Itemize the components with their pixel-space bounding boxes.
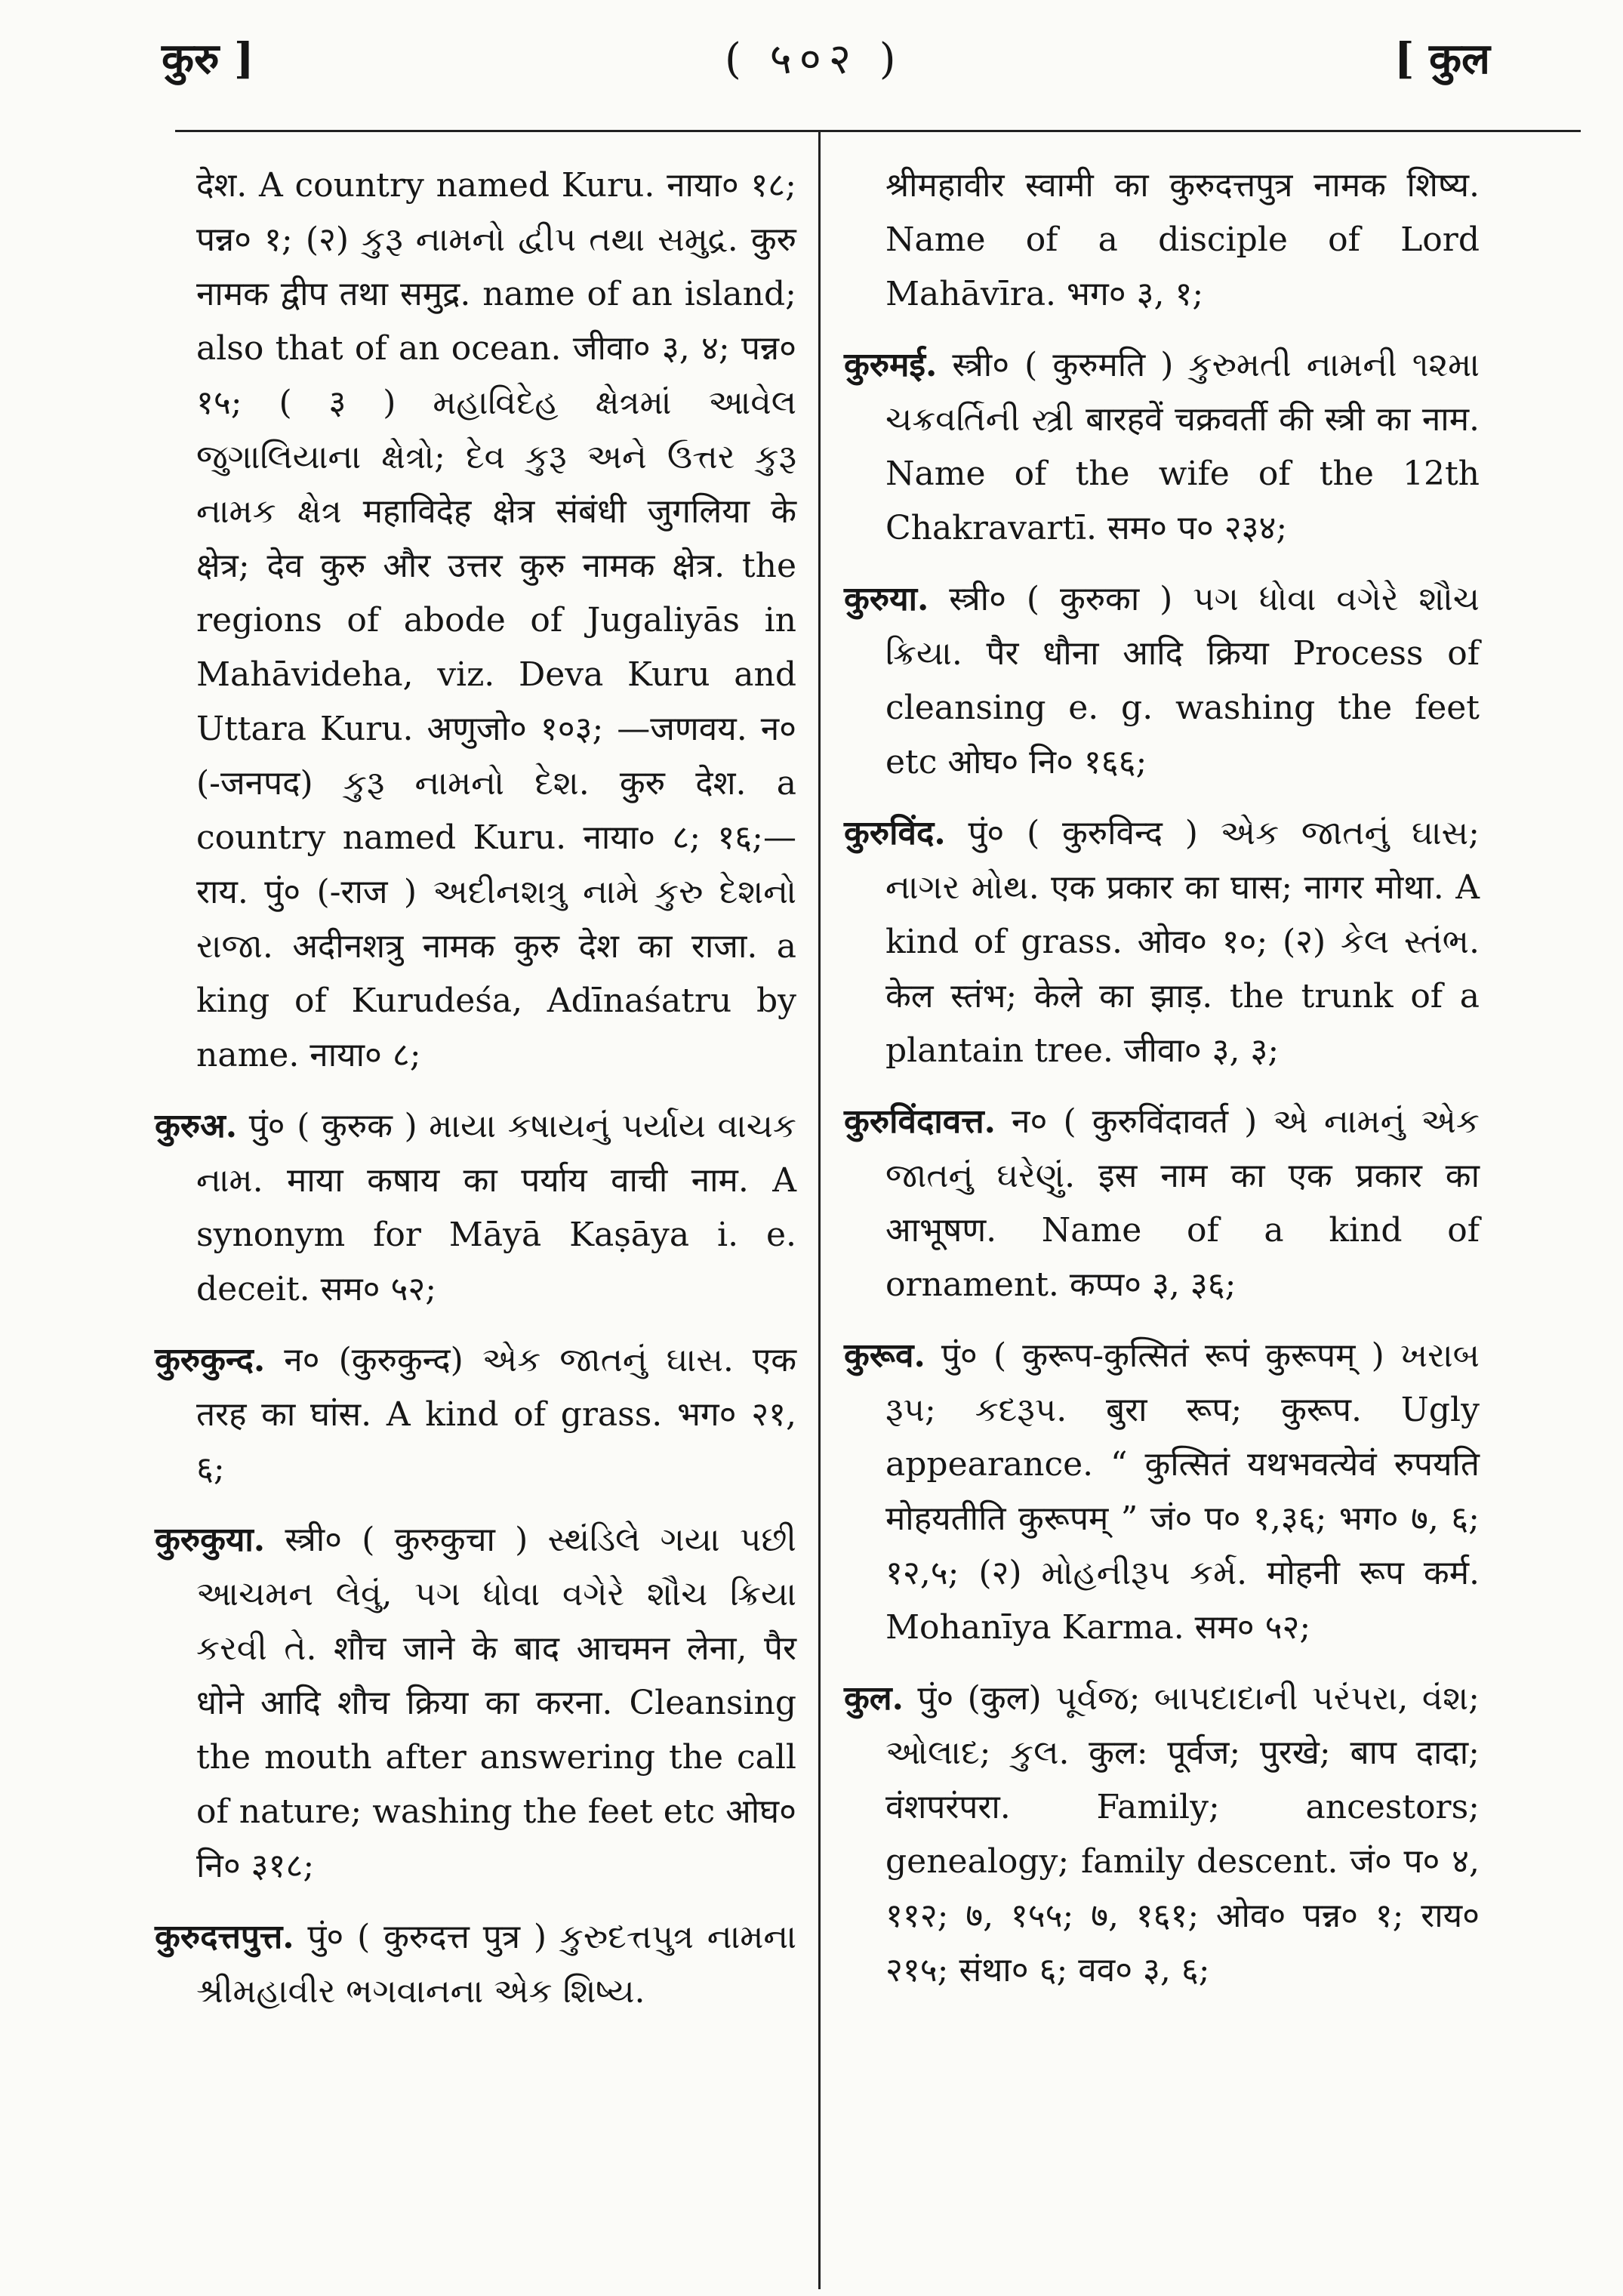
entry-text: पुं० ( कुरुक ) માયા કષાયનું પર્યાય વાચક નામ. माया कषाय का पर्याय वाची नाम. A synonym for Māyā Kaṣāya i. e. deceit. सम० ५२; xyxy=(196,1107,796,1308)
headword: कुरुया. xyxy=(844,580,929,618)
entry-text: श्रीमहावीर स्वामी का कुरुदत्तपुत्र नामक शिष्य. Name of a disciple of Lord Mahāvīra. भग० ३, १; xyxy=(885,166,1480,313)
headword: कुरुविंद. xyxy=(844,814,946,852)
entry-text: पुं० ( कुरूप-कुत्सितं रूपं कुरूपम् ) ખરાબ રૂપ; કદરૂપ. बुरा रूप; कुरूप. Ugly appearance. “ कुत्सितं यथभवत्येवं रुपयति मोहयतीति कुरूपम् ” जं० प० १,३६; भग० ७, ६; १२,५; (२) મોહનીરૂપ કર્મ. मोहनी रूप कर्म. Mohanīya Karma. सम० ५२; xyxy=(885,1336,1480,1647)
headword: कुरुअ. xyxy=(155,1107,238,1145)
entry-text: पुं० (कुल) પૂર્વજ; બાપદાદાની પરંપરા, વંશ; ઓલાદ; કુલ. कुल: पूर्वज; पुरखे; बाप दादा; वंशपरंपरा. Family; ancestors; genealogy; family descent. जं० प० ४, ११२; ७, १५५; ७, १६१; ओव० पन्न० १; राय० २१५; संथा० ६; वव० ३, ६; xyxy=(885,1679,1480,1989)
headword: कुरुविंदावत्त. xyxy=(844,1102,996,1141)
headword: कुरुकुया. xyxy=(155,1521,266,1559)
entry-text: न० (कुरुकुन्द) એક જાતનું ઘાસ. एक तरह का घांस. A kind of grass. भग० २१, ६; xyxy=(196,1341,796,1488)
running-head-left: कुरु ] xyxy=(162,34,254,84)
right-column xyxy=(844,159,1480,2014)
dictionary-entry xyxy=(844,1095,1480,1312)
running-head-right: [ कुल xyxy=(1394,34,1490,84)
dictionary-entry xyxy=(155,1910,796,2019)
header-rule xyxy=(175,130,1581,132)
left-column xyxy=(155,159,796,2036)
headword: कुल. xyxy=(844,1679,904,1718)
dictionary-entry xyxy=(844,1672,1480,1998)
dictionary-entry xyxy=(155,1099,796,1317)
dictionary-entry xyxy=(844,572,1480,790)
dictionary-entry xyxy=(844,159,1480,322)
headword: कुरूव. xyxy=(844,1336,925,1375)
entry-text: स्त्री० ( कुरुमति ) કુરુમતી નામની ૧૨મા ચક્રવર્તિની સ્ત્રી बारहवें चक्रवर्ती की स्त्री का नाम. Name of the wife of the 12th Chakravartī. सम० प० २३४; xyxy=(885,346,1480,547)
entry-text: पुं० ( कुरुदत्त पुत्र ) કુરુદત્તપુત્ર નામના શ્રીમહાવીર ભગવાનના એક શિષ્ય. xyxy=(196,1918,796,2011)
entry-text: देश. A country named Kuru. नाया० १८; पन्न० १; (२) કુરૂ નામનો દ્વીપ તથા સમુદ્ર. कुरु नामक द्वीप तथा समुद्र. name of an island; also that of an ocean. जीवा० ३, ४; पन्न० १५; ( ३ ) મહાવિદેહ ક્ષેત્રમાં આવેલ જુગાલિયાના ક્ષેત્રો; દેવ કુરૂ અને ઉત્તર કુરૂ નામક ક્ષેત્ર महाविदेह क्षेत्र संबंधी जुगलिया के क्षेत्र; देव कुरु और उत्तर कुरु नामक क्षेत्र. the regions of abode of Jugaliyās in Mahāvideha, viz. Deva Kuru and Uttara Kuru. अणुजो० १०३; —जणवय. न० (-जनपद) કુરૂ નામનો દેશ. कुरु देश. a country named Kuru. नाया० ८; १६;—राय. पुं० (-राज ) અદીનશત્રુ નામે કુરુ દેશનો રાજા. अदीनशत्रु नामक कुरु देश का राजा. a king of Kurudeśa, Adīnaśatru by name. नाया० ८; xyxy=(196,166,796,1074)
column-divider xyxy=(818,130,821,2289)
page-header xyxy=(0,29,1623,97)
dictionary-entry xyxy=(155,1333,796,1496)
entry-text: स्त्री० ( कुरुका ) પગ ધોવા વગેરે શૌચ ક્રિયા. पैर धौना आदि क्रिया Process of cleansing e. g. washing the feet etc ओघ० नि० १६६; xyxy=(885,580,1480,781)
dictionary-entry xyxy=(844,338,1480,556)
page-number: ( ५०२ ) xyxy=(725,35,904,84)
dictionary-entry xyxy=(155,1513,796,1894)
entry-text: पुं० ( कुरुविन्द ) એક જાતનું ઘાસ; નાગર મોથ. एक प्रकार का घास; नागर मोथा. A kind of grass. ओव० १०; (२) કેલ સ્તંભ. केल स्तंभ; केले का झाड़. the trunk of a plantain tree. जीवा० ३, ३; xyxy=(885,814,1480,1070)
headword: कुरुमई. xyxy=(844,346,938,384)
entry-text: न० ( कुरुविंदावर्त ) એ નામનું એક જાતનું ઘરેણું. इस नाम का एक प्रकार का आभूषण. Name of a kind of ornament. कप्प० ३, ३६; xyxy=(885,1102,1480,1304)
dictionary-entry xyxy=(155,159,796,1083)
dictionary-entry xyxy=(844,806,1480,1078)
headword: कुरुदत्तपुत्त. xyxy=(155,1918,294,1956)
headword: कुरुकुन्द. xyxy=(155,1341,266,1379)
dictionary-entry xyxy=(844,1329,1480,1655)
entry-text: स्त्री० ( कुरुकुचा ) સ્થંડિલે ગયા પછી આચમન લેવું, પગ ધોવા વગેરે શૌચ ક્રિયા કરવી તે. शौच जाने के बाद आचमन लेना, पैर धोने आदि शौच क्रिया का करना. Cleansing the mouth after answering the call of nature; washing the feet etc ओघ० नि० ३१८; xyxy=(196,1521,796,1885)
